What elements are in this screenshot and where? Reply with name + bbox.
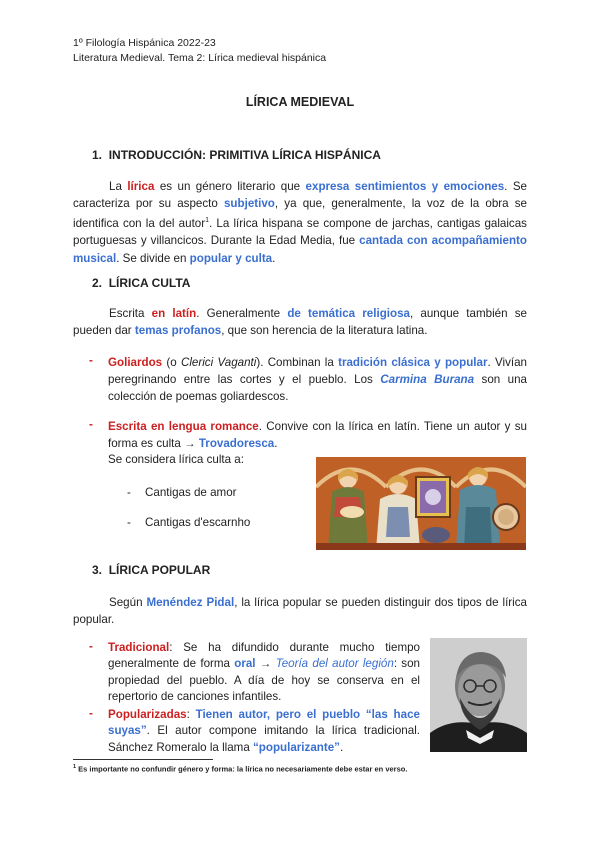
intro-paragraph: La lírica es un género literario que expresa sentimientos y emociones. Se caracteriza por su aspecto subjetivo, ya que, generalmente, la voz de la obra se identifica con la del autor$^1$. La lírica hispana se compone de jarchas, cantigas galaicas portuguesas y villancicos. Durante la Edad Media, fue cantada con acompañamiento musical. Se divide en popular y culta. [73, 180, 527, 265]
course-line: 1º Filología Hispánica 2022-23 [73, 37, 216, 49]
term-cantada: cantada con acompañamiento musical [73, 234, 527, 265]
term-pidal: Menéndez Pidal [146, 596, 235, 609]
footnote-text: Es importante no confundir género y forma: la lírica no necesariamente debe estar en verso. [76, 764, 408, 774]
term-tradicional: Tradicional [108, 641, 170, 654]
section-1-heading [92, 148, 381, 162]
popular-paragraph: Según Menéndez Pidal, la lírica popular se pueden distinguir dos tipos de lírica popular. [73, 596, 527, 627]
term-oral: oral [234, 657, 256, 671]
tradicional-item: Tradicional: Se ha difundido durante mucho tiempo generalmente de forma oral → Teoría del autor legión: son propiedad del pueblo. A día de hoy se conserva en el repertorio de canciones infantiles. [108, 641, 421, 704]
medieval-miniature-image [316, 457, 526, 550]
culta-paragraph: Escrita en latín. Generalmente de temática religiosa, aunque también se pueden dar temas profanos, que son herencia de la literatura latina. [73, 307, 527, 338]
term-goliardos: Goliardos [108, 356, 163, 369]
term-popularizante: “popularizante” [253, 740, 340, 754]
section-number: 2. [92, 276, 103, 290]
section-title: INTRODUCCIÓN: PRIMITIVA LÍRICA HISPÁNICA [108, 148, 381, 162]
term-popularizadas: Popularizadas [108, 708, 187, 721]
page-title: LÍRICA MEDIEVAL [245, 95, 355, 109]
list-item-cantigas-amor: Cantigas de amor [145, 486, 237, 499]
term-popular-culta: popular y culta [189, 251, 273, 265]
term-teoria: Teoría del autor legión [275, 657, 394, 671]
section-number: 3. [92, 563, 103, 577]
term-subjetivo: subjetivo [223, 197, 275, 211]
term-expresa: expresa sentimientos y emociones [305, 180, 505, 193]
footnote [73, 764, 533, 774]
section-2-heading [92, 276, 190, 290]
term-trovadoresca: Trovadoresca [198, 437, 275, 451]
topic-line: Literatura Medieval. Tema 2: Lírica medieval hispánica [73, 52, 327, 64]
term-clerici: Clerici Vaganti [180, 356, 257, 369]
goliardos-item: Goliardos (o Clerici Vaganti). Combinan la tradición clásica y popular. Vivían peregrinando entre las cortes y el pueblo. Los Carmina Burana son una colección de poemas goliardescos. [108, 356, 528, 404]
list-dash: - [127, 486, 131, 499]
portrait-photo [430, 638, 527, 752]
term-tradicion: tradición clásica y popular [338, 356, 488, 369]
term-profanos: temas profanos [134, 324, 222, 338]
bullet-dash: - [89, 418, 93, 431]
portrait-art [430, 638, 527, 752]
bullet-dash: - [89, 354, 93, 367]
footnote-ref[interactable]: 1 [205, 217, 209, 225]
section-3-heading [92, 563, 210, 577]
popularizadas-item: Popularizadas: Tienen autor, pero el pueblo “las hace suyas”. El autor compone imitando la lírica tradicional. Sánchez Romeralo la llama “popularizante”. [108, 708, 420, 754]
bullet-dash: - [89, 707, 93, 720]
bullet-dash: - [89, 640, 93, 653]
term-lirica: lírica [127, 180, 155, 193]
medieval-miniature-art [316, 457, 526, 550]
term-latin: en latín [151, 307, 197, 320]
term-romance: Escrita en lengua romance [108, 420, 259, 433]
term-religiosa: de temática religiosa [287, 307, 410, 320]
section-title: LÍRICA POPULAR [108, 563, 211, 577]
term-carmina: Carmina Burana [380, 373, 475, 387]
section-number: 1. [92, 148, 103, 162]
footnote-number: 1 [73, 764, 77, 770]
section-title: LÍRICA CULTA [108, 276, 191, 290]
list-dash: - [127, 516, 131, 529]
list-item-cantigas-escarnho: Cantigas d'escarnho [145, 516, 251, 529]
term-tienen: Tienen autor, pero el pueblo “las hace suyas” [108, 708, 420, 738]
footnote-separator [73, 759, 213, 760]
romance-item: Escrita en lengua romance. Convive con la lírica en latín. Tiene un autor y su forma es culta → Trovadoresca. [108, 420, 527, 451]
considera-line: Se considera lírica culta a: [108, 453, 244, 466]
